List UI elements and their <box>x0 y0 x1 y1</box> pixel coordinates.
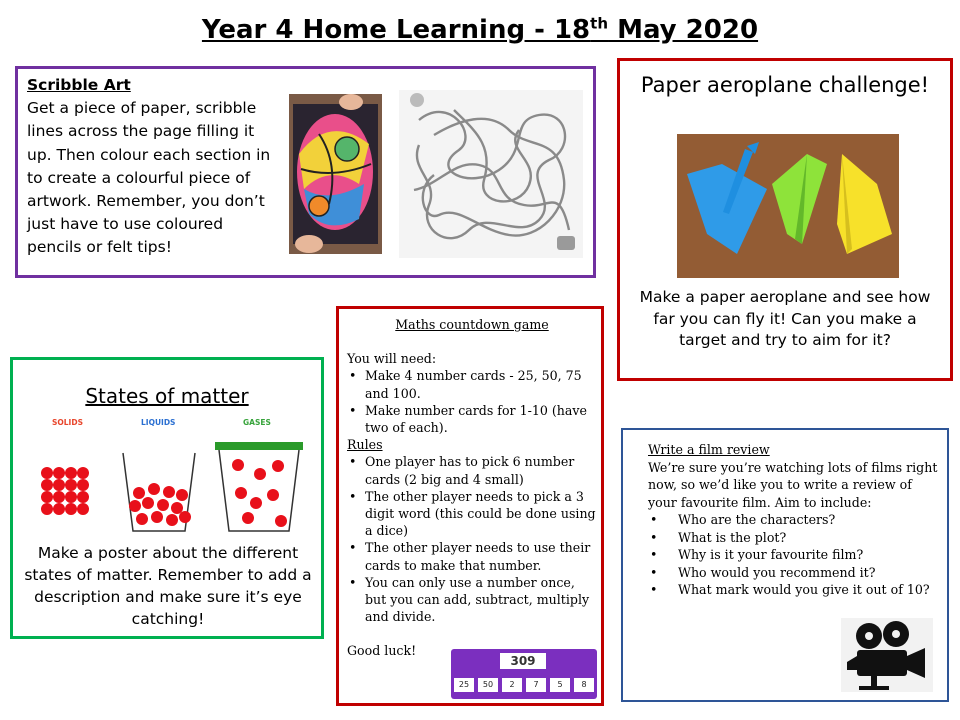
page-title <box>0 14 960 45</box>
solids-label: SOLIDS <box>52 418 83 427</box>
gas-container-lid <box>215 442 303 450</box>
film-review-panel <box>621 428 949 702</box>
list-item: • Make 4 number cards - 25, 50, 75 and 100. <box>347 367 597 401</box>
number-card: 5 <box>550 678 570 692</box>
states-heading-text: States of matter <box>85 384 249 408</box>
list-item: • Why is it your favourite film? <box>648 546 938 564</box>
film-review-heading: Write a film review <box>648 442 770 457</box>
number-card: 8 <box>574 678 594 692</box>
number-card: 2 <box>502 678 522 692</box>
gases-label: GASES <box>243 418 271 427</box>
maths-rules-label: Rules <box>347 437 383 453</box>
scribble-art-heading: Scribble Art <box>27 76 131 94</box>
maths-need-list <box>347 367 597 436</box>
number-card: 7 <box>526 678 546 692</box>
list-item: • What is the plot? <box>648 529 938 547</box>
maths-need-label: You will need: <box>347 351 437 367</box>
list-item: • You can only use a number once, but you can add, subtract, multiply and divide. <box>347 574 597 626</box>
liquid-particles <box>129 483 191 526</box>
aeroplane-heading: Paper aeroplane challenge! <box>640 73 930 97</box>
maths-heading: Maths countdown game <box>395 317 549 332</box>
maths-countdown-panel <box>336 306 604 706</box>
gas-particles <box>232 459 287 527</box>
states-of-matter-panel <box>10 357 324 639</box>
scribble-lines-picture <box>399 90 583 258</box>
number-card: 25 <box>454 678 474 692</box>
list-item: • Who are the characters? <box>648 511 938 529</box>
scribble-art-text <box>27 74 282 260</box>
states-of-matter-diagram <box>33 413 303 538</box>
scribble-art-body: Get a piece of paper, scribble lines across the page filling it up. Then colour each section in to create a colourful piece of artwork. Remember, you don’t just have to use coloured pencils or felt tips! <box>27 99 271 257</box>
film-review-intro: We’re sure you’re watching lots of films right now, so we’d like you to write a review of your favourite film. Aim to include: <box>648 459 938 510</box>
paper-aeroplanes-photo <box>677 134 899 278</box>
countdown-cards <box>454 678 594 692</box>
liquids-label: LIQUIDS <box>141 418 176 427</box>
gas-container <box>219 450 299 531</box>
maths-rules-list <box>347 453 597 625</box>
countdown-game-picture <box>451 649 597 699</box>
list-item: • Who would you recommend it? <box>648 564 938 582</box>
scribble-art-panel <box>15 66 596 278</box>
title-text: Year 4 Home Learning - 18 <box>201 14 591 45</box>
list-item: • What mark would you give it out of 10? <box>648 581 938 599</box>
number-card: 50 <box>478 678 498 692</box>
film-review-list <box>648 511 938 599</box>
aeroplane-panel <box>617 58 953 381</box>
title-superscript: th <box>590 14 609 32</box>
aeroplane-body: Make a paper aeroplane and see how far you can fly it! Can you make a target and try to aim for it? <box>639 288 931 349</box>
list-item: • The other player needs to pick a 3 digit word (this could be done using a dice) <box>347 488 597 540</box>
solid-particles <box>41 467 89 515</box>
list-item: • The other player needs to use their cards to make that number. <box>347 539 597 573</box>
countdown-target: 309 <box>500 653 546 669</box>
states-body: Make a poster about the different states of matter. Remember to add a description and make sure it’s eye catching! <box>24 544 312 628</box>
list-item: • Make number cards for 1-10 (have two of each). <box>347 402 597 436</box>
title-date: May 2020 <box>608 14 759 45</box>
scribble-artwork-photo <box>289 94 382 254</box>
states-heading <box>13 384 321 408</box>
list-item: • One player has to pick 6 number cards (2 big and 4 small) <box>347 453 597 487</box>
maths-closing: Good luck! <box>347 643 417 659</box>
film-camera-icon <box>841 618 933 692</box>
